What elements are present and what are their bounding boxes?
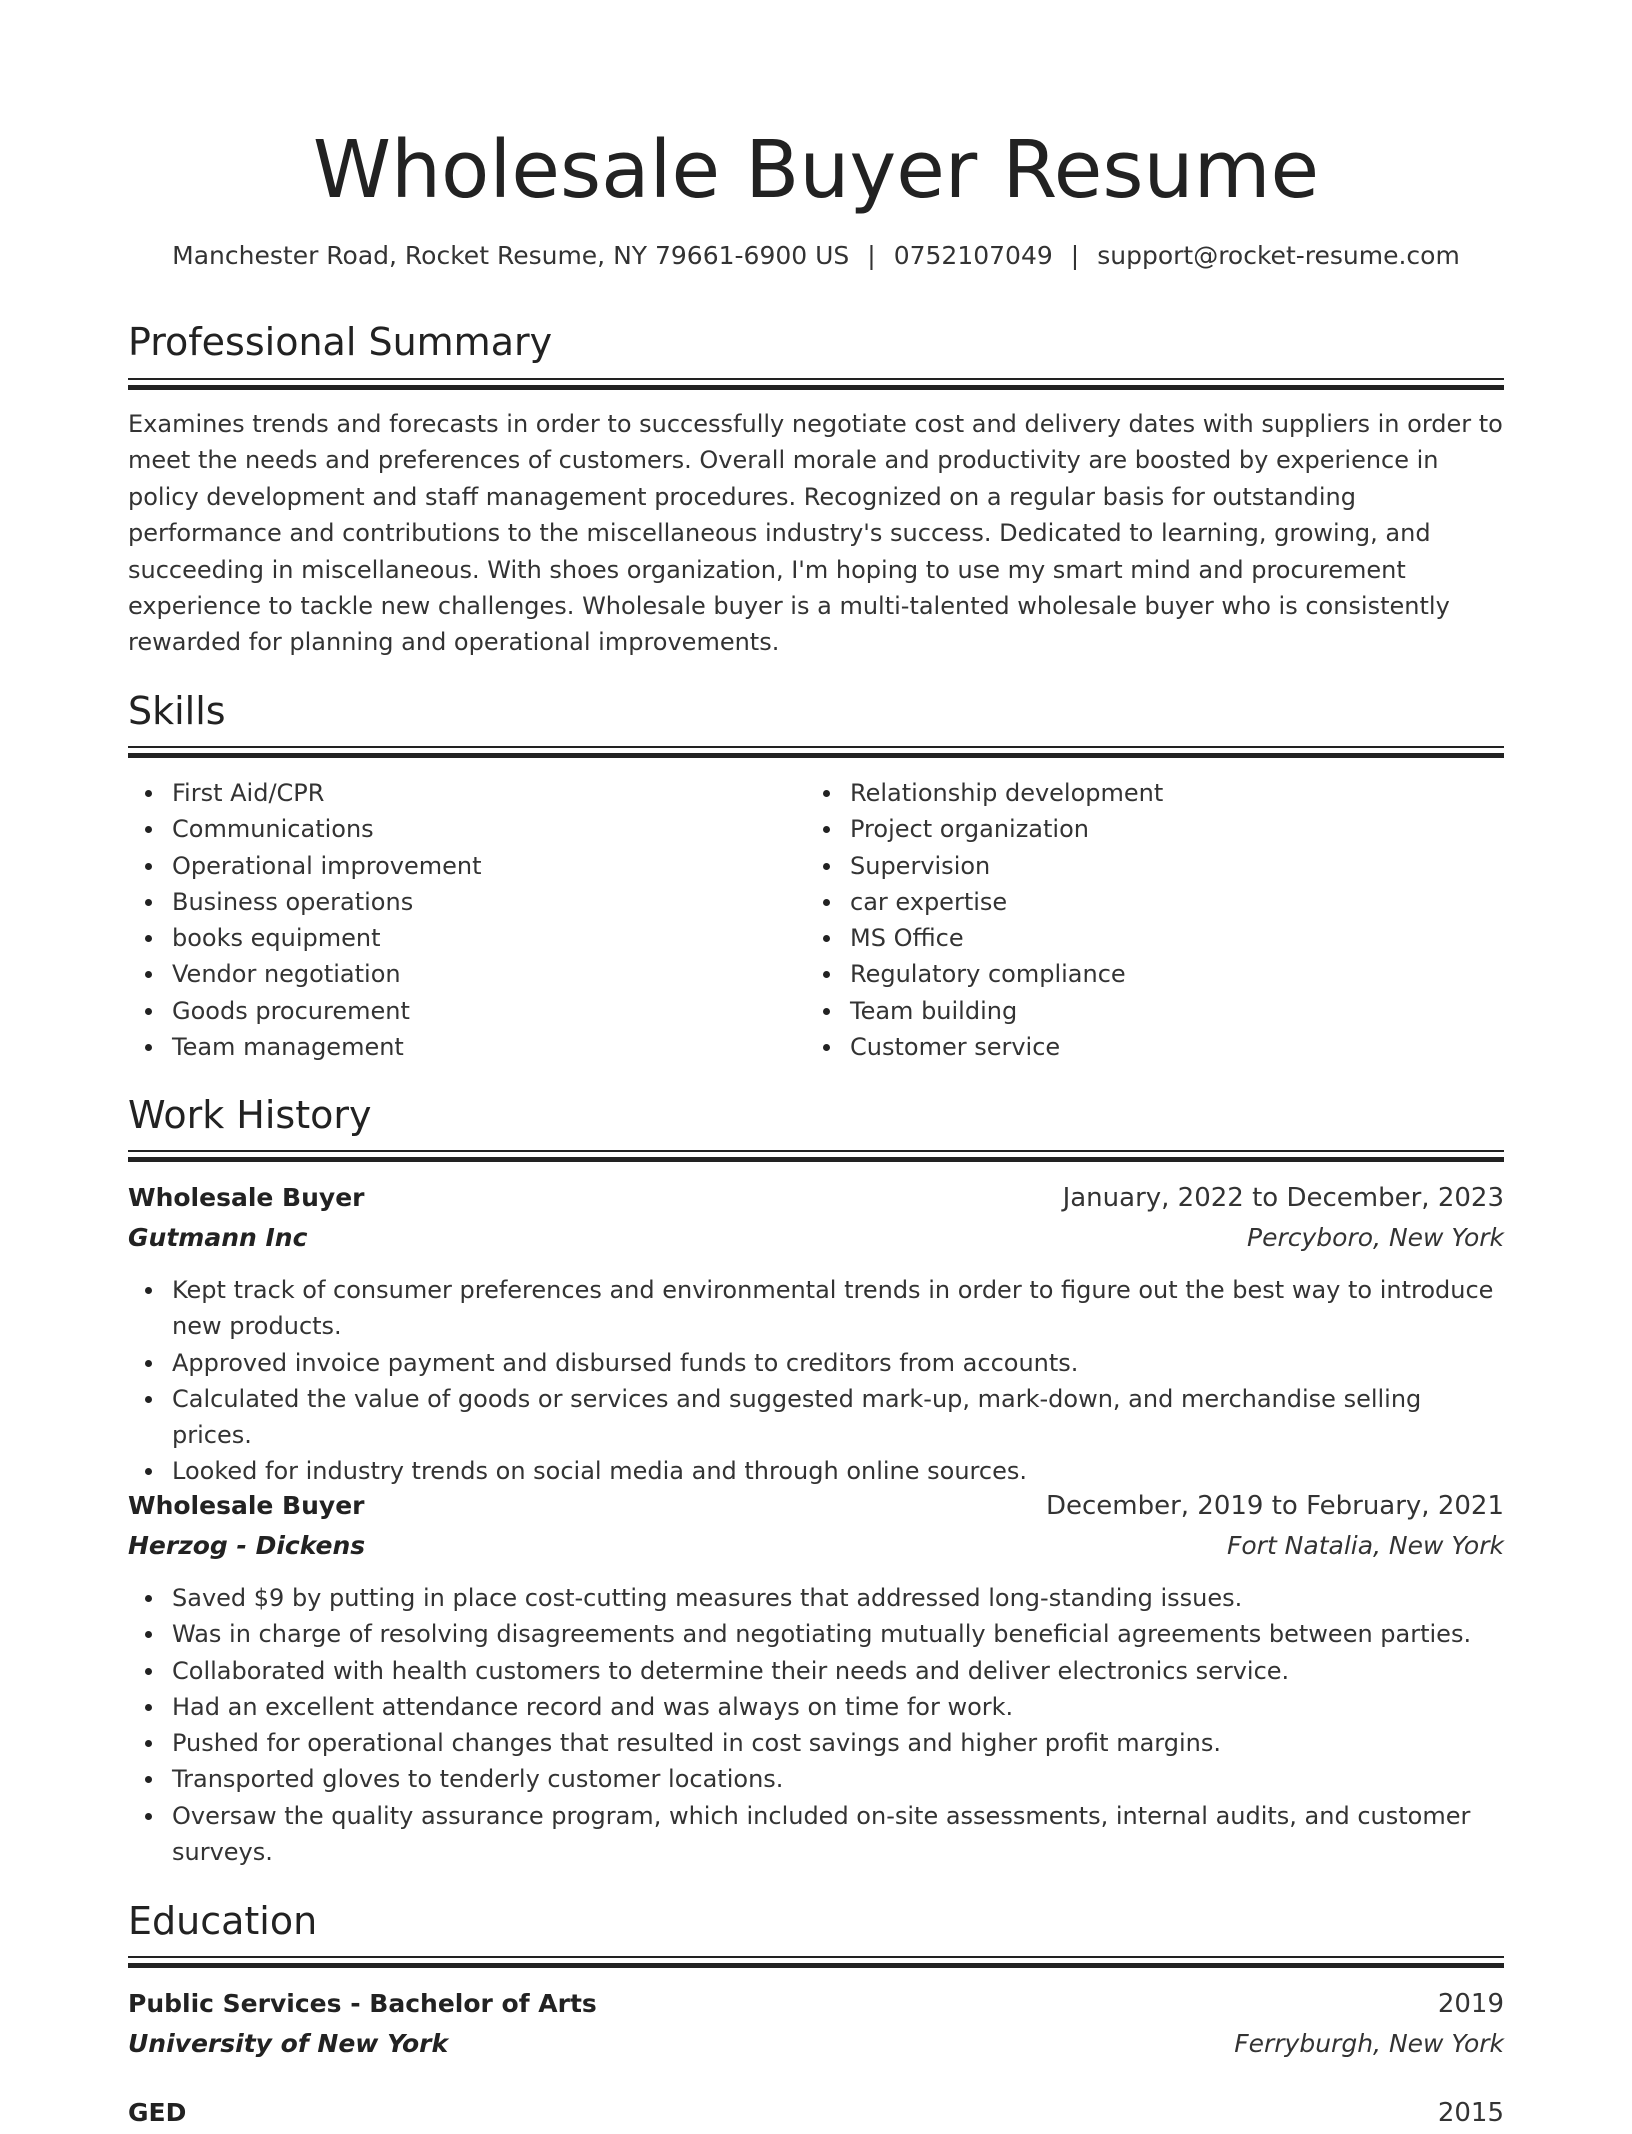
skill-item: Project organization [850,811,1504,847]
job-title: Wholesale Buyer [128,1491,365,1520]
education-degree: GED [128,2098,187,2127]
skill-item: MS Office [850,920,1504,956]
skill-item: car expertise [850,884,1504,920]
job-dates: December, 2019 to February, 2021 [1045,1491,1504,1521]
job-company: Herzog - Dickens [128,1531,366,1560]
education-year: 2019 [1437,1989,1504,2019]
section-heading-skills: Skills [128,689,226,733]
contact-phone: 0752107049 [893,241,1053,270]
education-degree: Public Services - Bachelor of Arts [128,1989,597,2018]
job-company: Gutmann Inc [128,1223,308,1252]
job-bullet: Had an excellent attendance record and was always on time for work. [172,1689,1504,1725]
contact-address: Manchester Road, Rocket Resume, NY 79661-6900 US [172,241,850,270]
job-subheader [128,1527,1504,1567]
job-location: Percyboro, New York [1247,1223,1504,1252]
section-divider [128,1956,1504,1967]
skill-item: Relationship development [850,775,1504,811]
job-bullet: Was in charge of resolving disagreements and negotiating mutually beneficial agreements between parties. [172,1616,1504,1652]
skill-item: Team building [850,993,1504,1029]
summary-text: Examines trends and forecasts in order to successfully negotiate cost and delivery dates with suppliers in order to meet the needs and preferences of customers. Overall morale and productivity are boosted by experience in policy development and staff management procedures. Recognized on a regular basis for outstanding performance and contributions to the miscellaneous industry's success. Dedicated to learning, growing, and succeeding in miscellaneous. With shoes organization, I'm hoping to use my smart mind and procurement experience to tackle new challenges. Wholesale buyer is a multi-talented wholesale buyer who is consistently rewarded for planning and operational improvements. [128,410,1503,657]
job-header [128,1487,1504,1527]
job-bullet: Calculated the value of goods or services and suggested mark-up, mark-down, and merchandise selling prices. [172,1381,1504,1454]
skill-item: Regulatory compliance [850,956,1504,992]
job-bullet: Approved invoice payment and disbursed funds to creditors from accounts. [172,1345,1504,1381]
job-bullet: Saved $9 by putting in place cost-cutting measures that addressed long-standing issues. [172,1580,1504,1616]
skill-item: Supervision [850,848,1504,884]
section-divider [128,746,1504,757]
education-school: University of New York [128,2029,449,2058]
job-subheader [128,1219,1504,1259]
skills-list-right [806,775,1504,1065]
education-location: Ferryburgh, New York [1234,2029,1504,2058]
job-bullets [128,1272,1504,1490]
job-bullet: Pushed for operational changes that resulted in cost savings and higher profit margins. [172,1725,1504,1761]
job-header [128,1179,1504,1219]
education-year: 2015 [1437,2098,1504,2128]
contact-separator: | [867,241,876,270]
skill-item: First Aid/CPR [172,775,802,811]
job-location: Fort Natalia, New York [1226,1531,1504,1560]
skills-list-left [128,775,802,1065]
contact-separator: | [1070,241,1080,270]
skill-item: Vendor negotiation [172,956,802,992]
resume-title: Wholesale Buyer Resume [312,124,1320,216]
skill-item: Team management [172,1029,802,1065]
skill-item: Customer service [850,1029,1504,1065]
section-heading-summary: Professional Summary [128,320,553,364]
job-bullets [128,1580,1504,1870]
job-bullet: Transported gloves to tenderly customer locations. [172,1761,1504,1797]
job-bullet: Collaborated with health customers to determine their needs and deliver electronics service. [172,1653,1504,1689]
section-heading-education: Education [128,1899,318,1943]
job-dates: January, 2022 to December, 2023 [1062,1183,1504,1213]
job-bullet: Looked for industry trends on social media and through online sources. [172,1453,1504,1489]
skill-item: Communications [172,811,802,847]
contact-line [128,239,1504,273]
education-header [128,2094,1504,2134]
skill-item: Business operations [172,884,802,920]
section-divider [128,378,1504,389]
education-header [128,1985,1504,2025]
education-subheader [128,2025,1504,2065]
job-title: Wholesale Buyer [128,1183,365,1212]
skill-item: Goods procurement [172,993,802,1029]
section-heading-work: Work History [128,1093,372,1137]
section-divider [128,1150,1504,1161]
job-bullet: Oversaw the quality assurance program, which included on-site assessments, internal audits, and customer surveys. [172,1798,1504,1871]
skill-item: Operational improvement [172,848,802,884]
contact-email[interactable]: support@rocket-resume.com [1097,241,1460,270]
skill-item: books equipment [172,920,802,956]
job-bullet: Kept track of consumer preferences and environmental trends in order to figure out the best way to introduce new products. [172,1272,1504,1345]
